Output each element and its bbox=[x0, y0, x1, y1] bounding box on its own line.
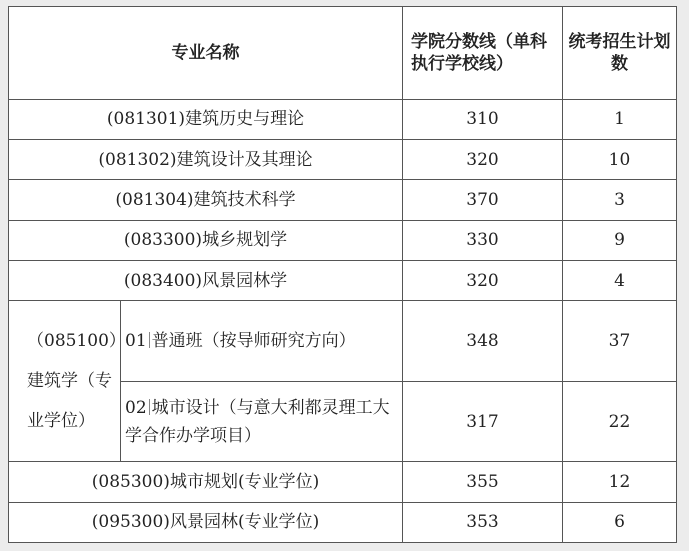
direction-cell: 01 普通班（按导师研究方向） bbox=[121, 301, 403, 382]
table-row bbox=[9, 462, 677, 502]
quota-cell: 37 bbox=[563, 301, 677, 382]
quota-cell: 1 bbox=[563, 99, 677, 139]
score-cell: 320 bbox=[403, 139, 563, 179]
score-cell: 353 bbox=[403, 502, 563, 542]
header-major-name: 专业名称 bbox=[9, 7, 403, 100]
score-cell: 320 bbox=[403, 260, 563, 300]
major-name-cell: (083400)风景园林学 bbox=[9, 260, 403, 300]
admission-score-table bbox=[8, 6, 677, 543]
table-row bbox=[9, 260, 677, 300]
quota-cell: 10 bbox=[563, 139, 677, 179]
header-quota: 统考招生计划数 bbox=[563, 7, 677, 100]
table-row bbox=[9, 99, 677, 139]
score-cell: 317 bbox=[403, 381, 563, 462]
major-name-cell: (083300)城乡规划学 bbox=[9, 220, 403, 260]
score-cell: 310 bbox=[403, 99, 563, 139]
table-row bbox=[9, 139, 677, 179]
quota-cell: 22 bbox=[563, 381, 677, 462]
header-score-line: 学院分数线（单科执行学校线） bbox=[403, 7, 563, 100]
score-cell: 348 bbox=[403, 301, 563, 382]
score-cell: 370 bbox=[403, 180, 563, 220]
table-header-row bbox=[9, 7, 677, 100]
group-major-cell: （085100）建筑学（专业学位） bbox=[9, 301, 121, 462]
quota-cell: 6 bbox=[563, 502, 677, 542]
table-row bbox=[9, 180, 677, 220]
table-row bbox=[9, 502, 677, 542]
table-row bbox=[9, 220, 677, 260]
major-name-cell: (081302)建筑设计及其理论 bbox=[9, 139, 403, 179]
score-cell: 355 bbox=[403, 462, 563, 502]
major-name-cell: (095300)风景园林(专业学位) bbox=[9, 502, 403, 542]
major-name-cell: (081301)建筑历史与理论 bbox=[9, 99, 403, 139]
major-name-cell: (081304)建筑技术科学 bbox=[9, 180, 403, 220]
direction-cell: 02 城市设计（与意大利都灵理工大学合作办学项目） bbox=[121, 381, 403, 462]
quota-cell: 9 bbox=[563, 220, 677, 260]
major-name-cell: (085300)城市规划(专业学位) bbox=[9, 462, 403, 502]
quota-cell: 12 bbox=[563, 462, 677, 502]
quota-cell: 4 bbox=[563, 260, 677, 300]
score-cell: 330 bbox=[403, 220, 563, 260]
table-row bbox=[9, 301, 677, 382]
quota-cell: 3 bbox=[563, 180, 677, 220]
